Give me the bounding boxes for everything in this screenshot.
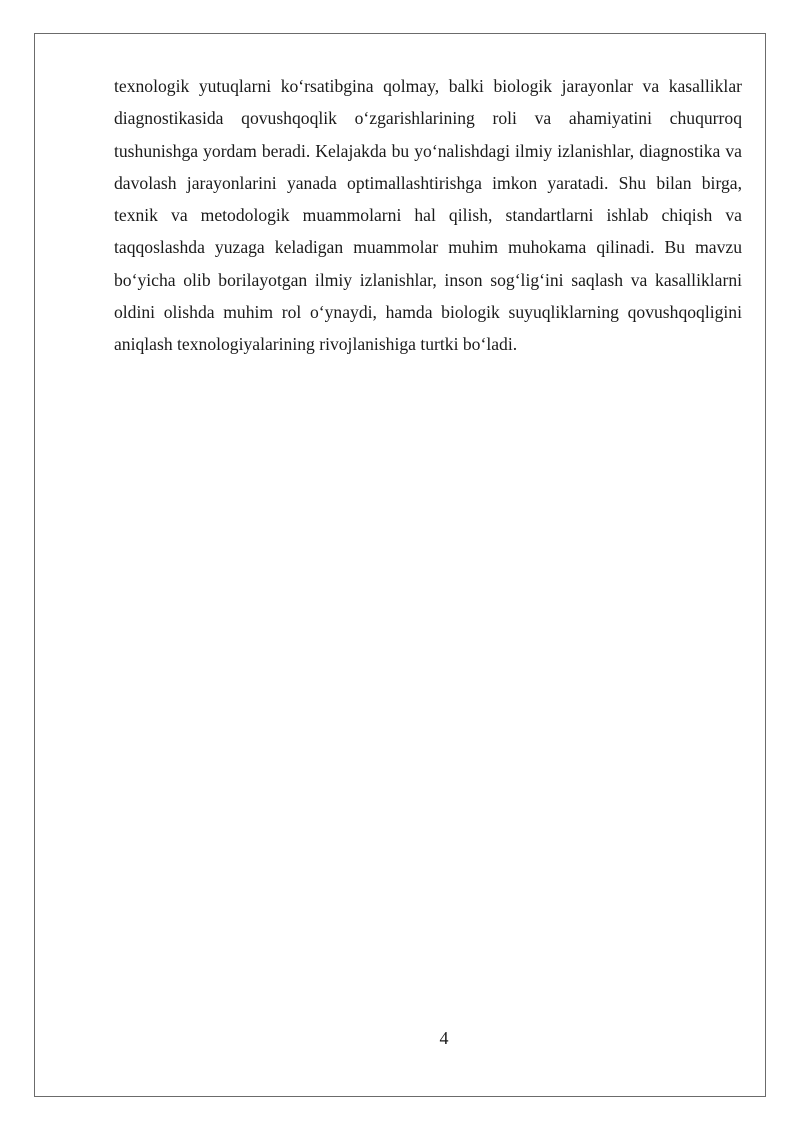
- body-paragraph: texnologik yutuqlarni koʻrsatibgina qolmay, balki biologik jarayonlar va kasalliklar diagnostikasida qovushqoqlik oʻzgarishlarining roli va ahamiyatini chuqurroq tushunishga yordam beradi. Kelajakda bu yoʻnalishdagi ilmiy izlanishlar, diagnostika va davolash jarayonlarini yanada optimallashtirishga imkon yaratadi. Shu bilan birga, texnik va metodologik muammolarni hal qilish, standartlarni ishlab chiqish va taqqoslashda yuzaga keladigan muammolar muhim muhokama qilinadi. Bu mavzu boʻyicha olib borilayotgan ilmiy izlanishlar, inson sogʻligʻini saqlash va kasalliklarni oldini olishda muhim rol oʻynaydi, hamda biologik suyuqliklarning qovushqoqligini aniqlash texnologiyalarining rivojlanishiga turtki boʻladi.: [114, 76, 742, 355]
- page-number: 4: [439, 1028, 449, 1048]
